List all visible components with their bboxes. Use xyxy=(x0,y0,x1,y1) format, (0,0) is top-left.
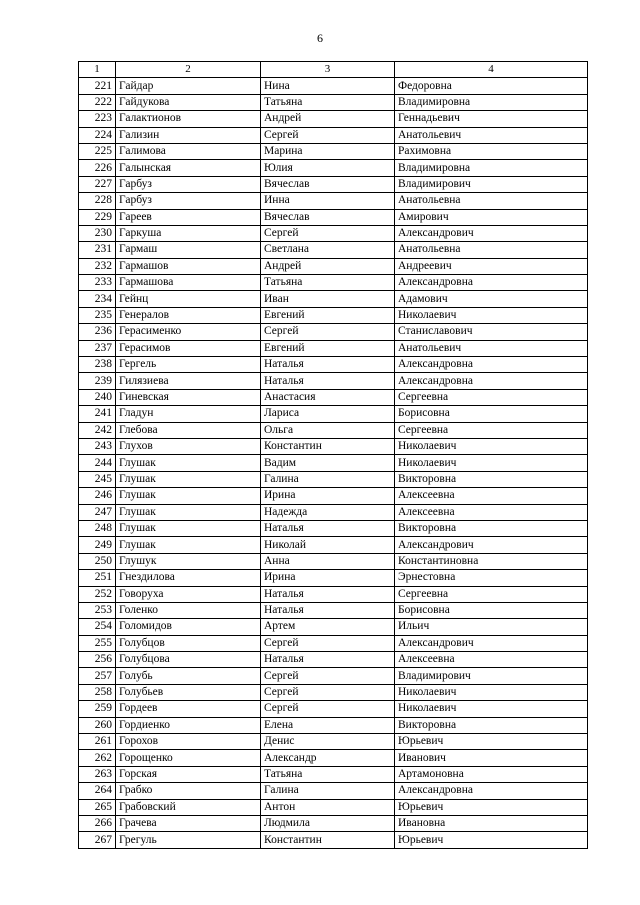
column-header: 4 xyxy=(395,62,588,78)
row-number-cell: 258 xyxy=(79,684,116,700)
row-number-cell: 255 xyxy=(79,635,116,651)
table-row xyxy=(79,586,588,602)
surname-cell: Гейнц xyxy=(116,291,261,307)
table-row xyxy=(79,324,588,340)
surname-cell: Горощенко xyxy=(116,750,261,766)
surname-cell: Голубьев xyxy=(116,684,261,700)
row-number-cell: 263 xyxy=(79,766,116,782)
patronymic-cell: Сергеевна xyxy=(395,586,588,602)
surname-cell: Горохов xyxy=(116,734,261,750)
surname-cell: Галынская xyxy=(116,160,261,176)
surname-cell: Грабовский xyxy=(116,799,261,815)
row-number-cell: 267 xyxy=(79,832,116,848)
patronymic-cell: Юрьевич xyxy=(395,799,588,815)
row-number-cell: 261 xyxy=(79,734,116,750)
row-number-cell: 259 xyxy=(79,701,116,717)
table-row xyxy=(79,406,588,422)
surname-cell: Гализин xyxy=(116,127,261,143)
first-name-cell: Константин xyxy=(261,438,395,454)
first-name-cell: Сергей xyxy=(261,668,395,684)
patronymic-cell: Анатольевна xyxy=(395,193,588,209)
table-row xyxy=(79,94,588,110)
patronymic-cell: Юрьевич xyxy=(395,832,588,848)
first-name-cell: Лариса xyxy=(261,406,395,422)
row-number-cell: 235 xyxy=(79,307,116,323)
first-name-cell: Наталья xyxy=(261,652,395,668)
patronymic-cell: Анатольевич xyxy=(395,127,588,143)
row-number-cell: 247 xyxy=(79,504,116,520)
surname-cell: Гаркуша xyxy=(116,225,261,241)
surname-cell: Гармаш xyxy=(116,242,261,258)
patronymic-cell: Александрович xyxy=(395,225,588,241)
patronymic-cell: Владимирович xyxy=(395,176,588,192)
first-name-cell: Елена xyxy=(261,717,395,733)
row-number-cell: 229 xyxy=(79,209,116,225)
table-row xyxy=(79,438,588,454)
first-name-cell: Николай xyxy=(261,537,395,553)
table-row xyxy=(79,340,588,356)
patronymic-cell: Александровна xyxy=(395,357,588,373)
column-header: 2 xyxy=(116,62,261,78)
surname-cell: Гайдукова xyxy=(116,94,261,110)
patronymic-cell: Николаевич xyxy=(395,455,588,471)
first-name-cell: Татьяна xyxy=(261,94,395,110)
patronymic-cell: Александровна xyxy=(395,275,588,291)
column-header: 3 xyxy=(261,62,395,78)
first-name-cell: Наталья xyxy=(261,357,395,373)
table-row xyxy=(79,684,588,700)
patronymic-cell: Борисовна xyxy=(395,406,588,422)
surname-cell: Глушак xyxy=(116,504,261,520)
first-name-cell: Нина xyxy=(261,78,395,94)
surname-cell: Гарбуз xyxy=(116,176,261,192)
row-number-cell: 231 xyxy=(79,242,116,258)
first-name-cell: Сергей xyxy=(261,324,395,340)
table-row xyxy=(79,766,588,782)
surname-cell: Гладун xyxy=(116,406,261,422)
patronymic-cell: Александровна xyxy=(395,373,588,389)
patronymic-cell: Станиславович xyxy=(395,324,588,340)
first-name-cell: Вячеслав xyxy=(261,176,395,192)
table-row xyxy=(79,242,588,258)
row-number-cell: 239 xyxy=(79,373,116,389)
table-row xyxy=(79,357,588,373)
surname-cell: Генералов xyxy=(116,307,261,323)
surname-cell: Глушак xyxy=(116,488,261,504)
row-number-cell: 244 xyxy=(79,455,116,471)
first-name-cell: Андрей xyxy=(261,111,395,127)
first-name-cell: Галина xyxy=(261,471,395,487)
first-name-cell: Антон xyxy=(261,799,395,815)
row-number-cell: 222 xyxy=(79,94,116,110)
patronymic-cell: Адамович xyxy=(395,291,588,307)
first-name-cell: Сергей xyxy=(261,635,395,651)
table-row xyxy=(79,570,588,586)
row-number-cell: 264 xyxy=(79,783,116,799)
table-row xyxy=(79,373,588,389)
patronymic-cell: Рахимовна xyxy=(395,143,588,159)
row-number-cell: 232 xyxy=(79,258,116,274)
surname-cell: Грачева xyxy=(116,815,261,831)
first-name-cell: Артем xyxy=(261,619,395,635)
surname-cell: Герасимов xyxy=(116,340,261,356)
patronymic-cell: Викторовна xyxy=(395,717,588,733)
patronymic-cell: Николаевич xyxy=(395,684,588,700)
surname-cell: Гнездилова xyxy=(116,570,261,586)
row-number-cell: 224 xyxy=(79,127,116,143)
first-name-cell: Сергей xyxy=(261,225,395,241)
patronymic-cell: Николаевич xyxy=(395,307,588,323)
first-name-cell: Вячеслав xyxy=(261,209,395,225)
first-name-cell: Александр xyxy=(261,750,395,766)
patronymic-cell: Андреевич xyxy=(395,258,588,274)
first-name-cell: Надежда xyxy=(261,504,395,520)
patronymic-cell: Юрьевич xyxy=(395,734,588,750)
table-row xyxy=(79,520,588,536)
surname-cell: Голенко xyxy=(116,602,261,618)
surname-cell: Гергель xyxy=(116,357,261,373)
table-row xyxy=(79,602,588,618)
table-row xyxy=(79,635,588,651)
first-name-cell: Ирина xyxy=(261,570,395,586)
row-number-cell: 256 xyxy=(79,652,116,668)
table-row xyxy=(79,176,588,192)
first-name-cell: Татьяна xyxy=(261,275,395,291)
table-row xyxy=(79,143,588,159)
patronymic-cell: Сергеевна xyxy=(395,422,588,438)
table-row xyxy=(79,160,588,176)
table-row xyxy=(79,127,588,143)
surname-cell: Глушак xyxy=(116,520,261,536)
surname-cell: Гилязиева xyxy=(116,373,261,389)
first-name-cell: Инна xyxy=(261,193,395,209)
surname-cell: Галимова xyxy=(116,143,261,159)
table-row xyxy=(79,291,588,307)
names-table xyxy=(78,61,588,849)
table-row xyxy=(79,832,588,848)
table-row xyxy=(79,504,588,520)
table-row xyxy=(79,537,588,553)
row-number-cell: 230 xyxy=(79,225,116,241)
first-name-cell: Людмила xyxy=(261,815,395,831)
row-number-cell: 253 xyxy=(79,602,116,618)
first-name-cell: Анастасия xyxy=(261,389,395,405)
surname-cell: Гарбуз xyxy=(116,193,261,209)
patronymic-cell: Алексеевна xyxy=(395,652,588,668)
table-row xyxy=(79,553,588,569)
row-number-cell: 242 xyxy=(79,422,116,438)
first-name-cell: Марина xyxy=(261,143,395,159)
row-number-cell: 241 xyxy=(79,406,116,422)
patronymic-cell: Николаевич xyxy=(395,438,588,454)
surname-cell: Говоруха xyxy=(116,586,261,602)
table-row xyxy=(79,815,588,831)
table-row xyxy=(79,652,588,668)
patronymic-cell: Иванович xyxy=(395,750,588,766)
table-row xyxy=(79,668,588,684)
first-name-cell: Евгений xyxy=(261,307,395,323)
row-number-cell: 252 xyxy=(79,586,116,602)
surname-cell: Грабко xyxy=(116,783,261,799)
surname-cell: Голубцов xyxy=(116,635,261,651)
patronymic-cell: Николаевич xyxy=(395,701,588,717)
patronymic-cell: Эрнестовна xyxy=(395,570,588,586)
surname-cell: Голомидов xyxy=(116,619,261,635)
table-row xyxy=(79,78,588,94)
table-row xyxy=(79,750,588,766)
surname-cell: Гармашов xyxy=(116,258,261,274)
patronymic-cell: Сергеевна xyxy=(395,389,588,405)
table-row xyxy=(79,307,588,323)
column-header: 1 xyxy=(79,62,116,78)
table-row xyxy=(79,258,588,274)
row-number-cell: 223 xyxy=(79,111,116,127)
table-row xyxy=(79,488,588,504)
surname-cell: Галактионов xyxy=(116,111,261,127)
table-row xyxy=(79,275,588,291)
first-name-cell: Ольга xyxy=(261,422,395,438)
surname-cell: Глушук xyxy=(116,553,261,569)
table-body xyxy=(79,78,588,848)
patronymic-cell: Александровна xyxy=(395,783,588,799)
table-header-row xyxy=(79,62,588,78)
row-number-cell: 257 xyxy=(79,668,116,684)
table-row xyxy=(79,701,588,717)
surname-cell: Глушак xyxy=(116,471,261,487)
first-name-cell: Денис xyxy=(261,734,395,750)
row-number-cell: 228 xyxy=(79,193,116,209)
patronymic-cell: Ивановна xyxy=(395,815,588,831)
row-number-cell: 234 xyxy=(79,291,116,307)
row-number-cell: 236 xyxy=(79,324,116,340)
first-name-cell: Юлия xyxy=(261,160,395,176)
row-number-cell: 266 xyxy=(79,815,116,831)
row-number-cell: 233 xyxy=(79,275,116,291)
surname-cell: Гордеев xyxy=(116,701,261,717)
first-name-cell: Наталья xyxy=(261,602,395,618)
first-name-cell: Константин xyxy=(261,832,395,848)
surname-cell: Грегуль xyxy=(116,832,261,848)
first-name-cell: Галина xyxy=(261,783,395,799)
row-number-cell: 246 xyxy=(79,488,116,504)
first-name-cell: Сергей xyxy=(261,701,395,717)
row-number-cell: 251 xyxy=(79,570,116,586)
table-row xyxy=(79,717,588,733)
row-number-cell: 248 xyxy=(79,520,116,536)
surname-cell: Горская xyxy=(116,766,261,782)
patronymic-cell: Геннадьевич xyxy=(395,111,588,127)
first-name-cell: Андрей xyxy=(261,258,395,274)
surname-cell: Герасименко xyxy=(116,324,261,340)
surname-cell: Голубь xyxy=(116,668,261,684)
first-name-cell: Иван xyxy=(261,291,395,307)
patronymic-cell: Владимировна xyxy=(395,94,588,110)
patronymic-cell: Анатольевич xyxy=(395,340,588,356)
patronymic-cell: Викторовна xyxy=(395,471,588,487)
row-number-cell: 226 xyxy=(79,160,116,176)
table-row xyxy=(79,471,588,487)
first-name-cell: Ирина xyxy=(261,488,395,504)
table-row xyxy=(79,455,588,471)
row-number-cell: 265 xyxy=(79,799,116,815)
row-number-cell: 245 xyxy=(79,471,116,487)
first-name-cell: Евгений xyxy=(261,340,395,356)
surname-cell: Гиневская xyxy=(116,389,261,405)
row-number-cell: 260 xyxy=(79,717,116,733)
patronymic-cell: Алексеевна xyxy=(395,504,588,520)
table-row xyxy=(79,619,588,635)
first-name-cell: Вадим xyxy=(261,455,395,471)
row-number-cell: 254 xyxy=(79,619,116,635)
row-number-cell: 227 xyxy=(79,176,116,192)
patronymic-cell: Александрович xyxy=(395,635,588,651)
first-name-cell: Наталья xyxy=(261,586,395,602)
patronymic-cell: Ильич xyxy=(395,619,588,635)
table-row xyxy=(79,799,588,815)
page-number: 6 xyxy=(317,31,323,45)
table-row xyxy=(79,209,588,225)
row-number-cell: 243 xyxy=(79,438,116,454)
surname-cell: Гареев xyxy=(116,209,261,225)
surname-cell: Глушак xyxy=(116,455,261,471)
first-name-cell: Анна xyxy=(261,553,395,569)
surname-cell: Гайдар xyxy=(116,78,261,94)
patronymic-cell: Александрович xyxy=(395,537,588,553)
surname-cell: Глухов xyxy=(116,438,261,454)
table-row xyxy=(79,734,588,750)
table-row xyxy=(79,422,588,438)
patronymic-cell: Артамоновна xyxy=(395,766,588,782)
row-number-cell: 240 xyxy=(79,389,116,405)
patronymic-cell: Амирович xyxy=(395,209,588,225)
row-number-cell: 221 xyxy=(79,78,116,94)
patronymic-cell: Федоровна xyxy=(395,78,588,94)
row-number-cell: 249 xyxy=(79,537,116,553)
patronymic-cell: Анатольевна xyxy=(395,242,588,258)
first-name-cell: Сергей xyxy=(261,127,395,143)
first-name-cell: Татьяна xyxy=(261,766,395,782)
table-row xyxy=(79,111,588,127)
row-number-cell: 250 xyxy=(79,553,116,569)
patronymic-cell: Борисовна xyxy=(395,602,588,618)
patronymic-cell: Алексеевна xyxy=(395,488,588,504)
table-row xyxy=(79,225,588,241)
surname-cell: Гордиенко xyxy=(116,717,261,733)
row-number-cell: 225 xyxy=(79,143,116,159)
patronymic-cell: Владимировна xyxy=(395,160,588,176)
patronymic-cell: Владимирович xyxy=(395,668,588,684)
surname-cell: Голубцова xyxy=(116,652,261,668)
table-row xyxy=(79,193,588,209)
table-row xyxy=(79,783,588,799)
first-name-cell: Наталья xyxy=(261,520,395,536)
first-name-cell: Сергей xyxy=(261,684,395,700)
patronymic-cell: Константиновна xyxy=(395,553,588,569)
row-number-cell: 262 xyxy=(79,750,116,766)
row-number-cell: 238 xyxy=(79,357,116,373)
first-name-cell: Наталья xyxy=(261,373,395,389)
first-name-cell: Светлана xyxy=(261,242,395,258)
table-row xyxy=(79,389,588,405)
patronymic-cell: Викторовна xyxy=(395,520,588,536)
surname-cell: Глушак xyxy=(116,537,261,553)
row-number-cell: 237 xyxy=(79,340,116,356)
surname-cell: Гармашова xyxy=(116,275,261,291)
surname-cell: Глебова xyxy=(116,422,261,438)
